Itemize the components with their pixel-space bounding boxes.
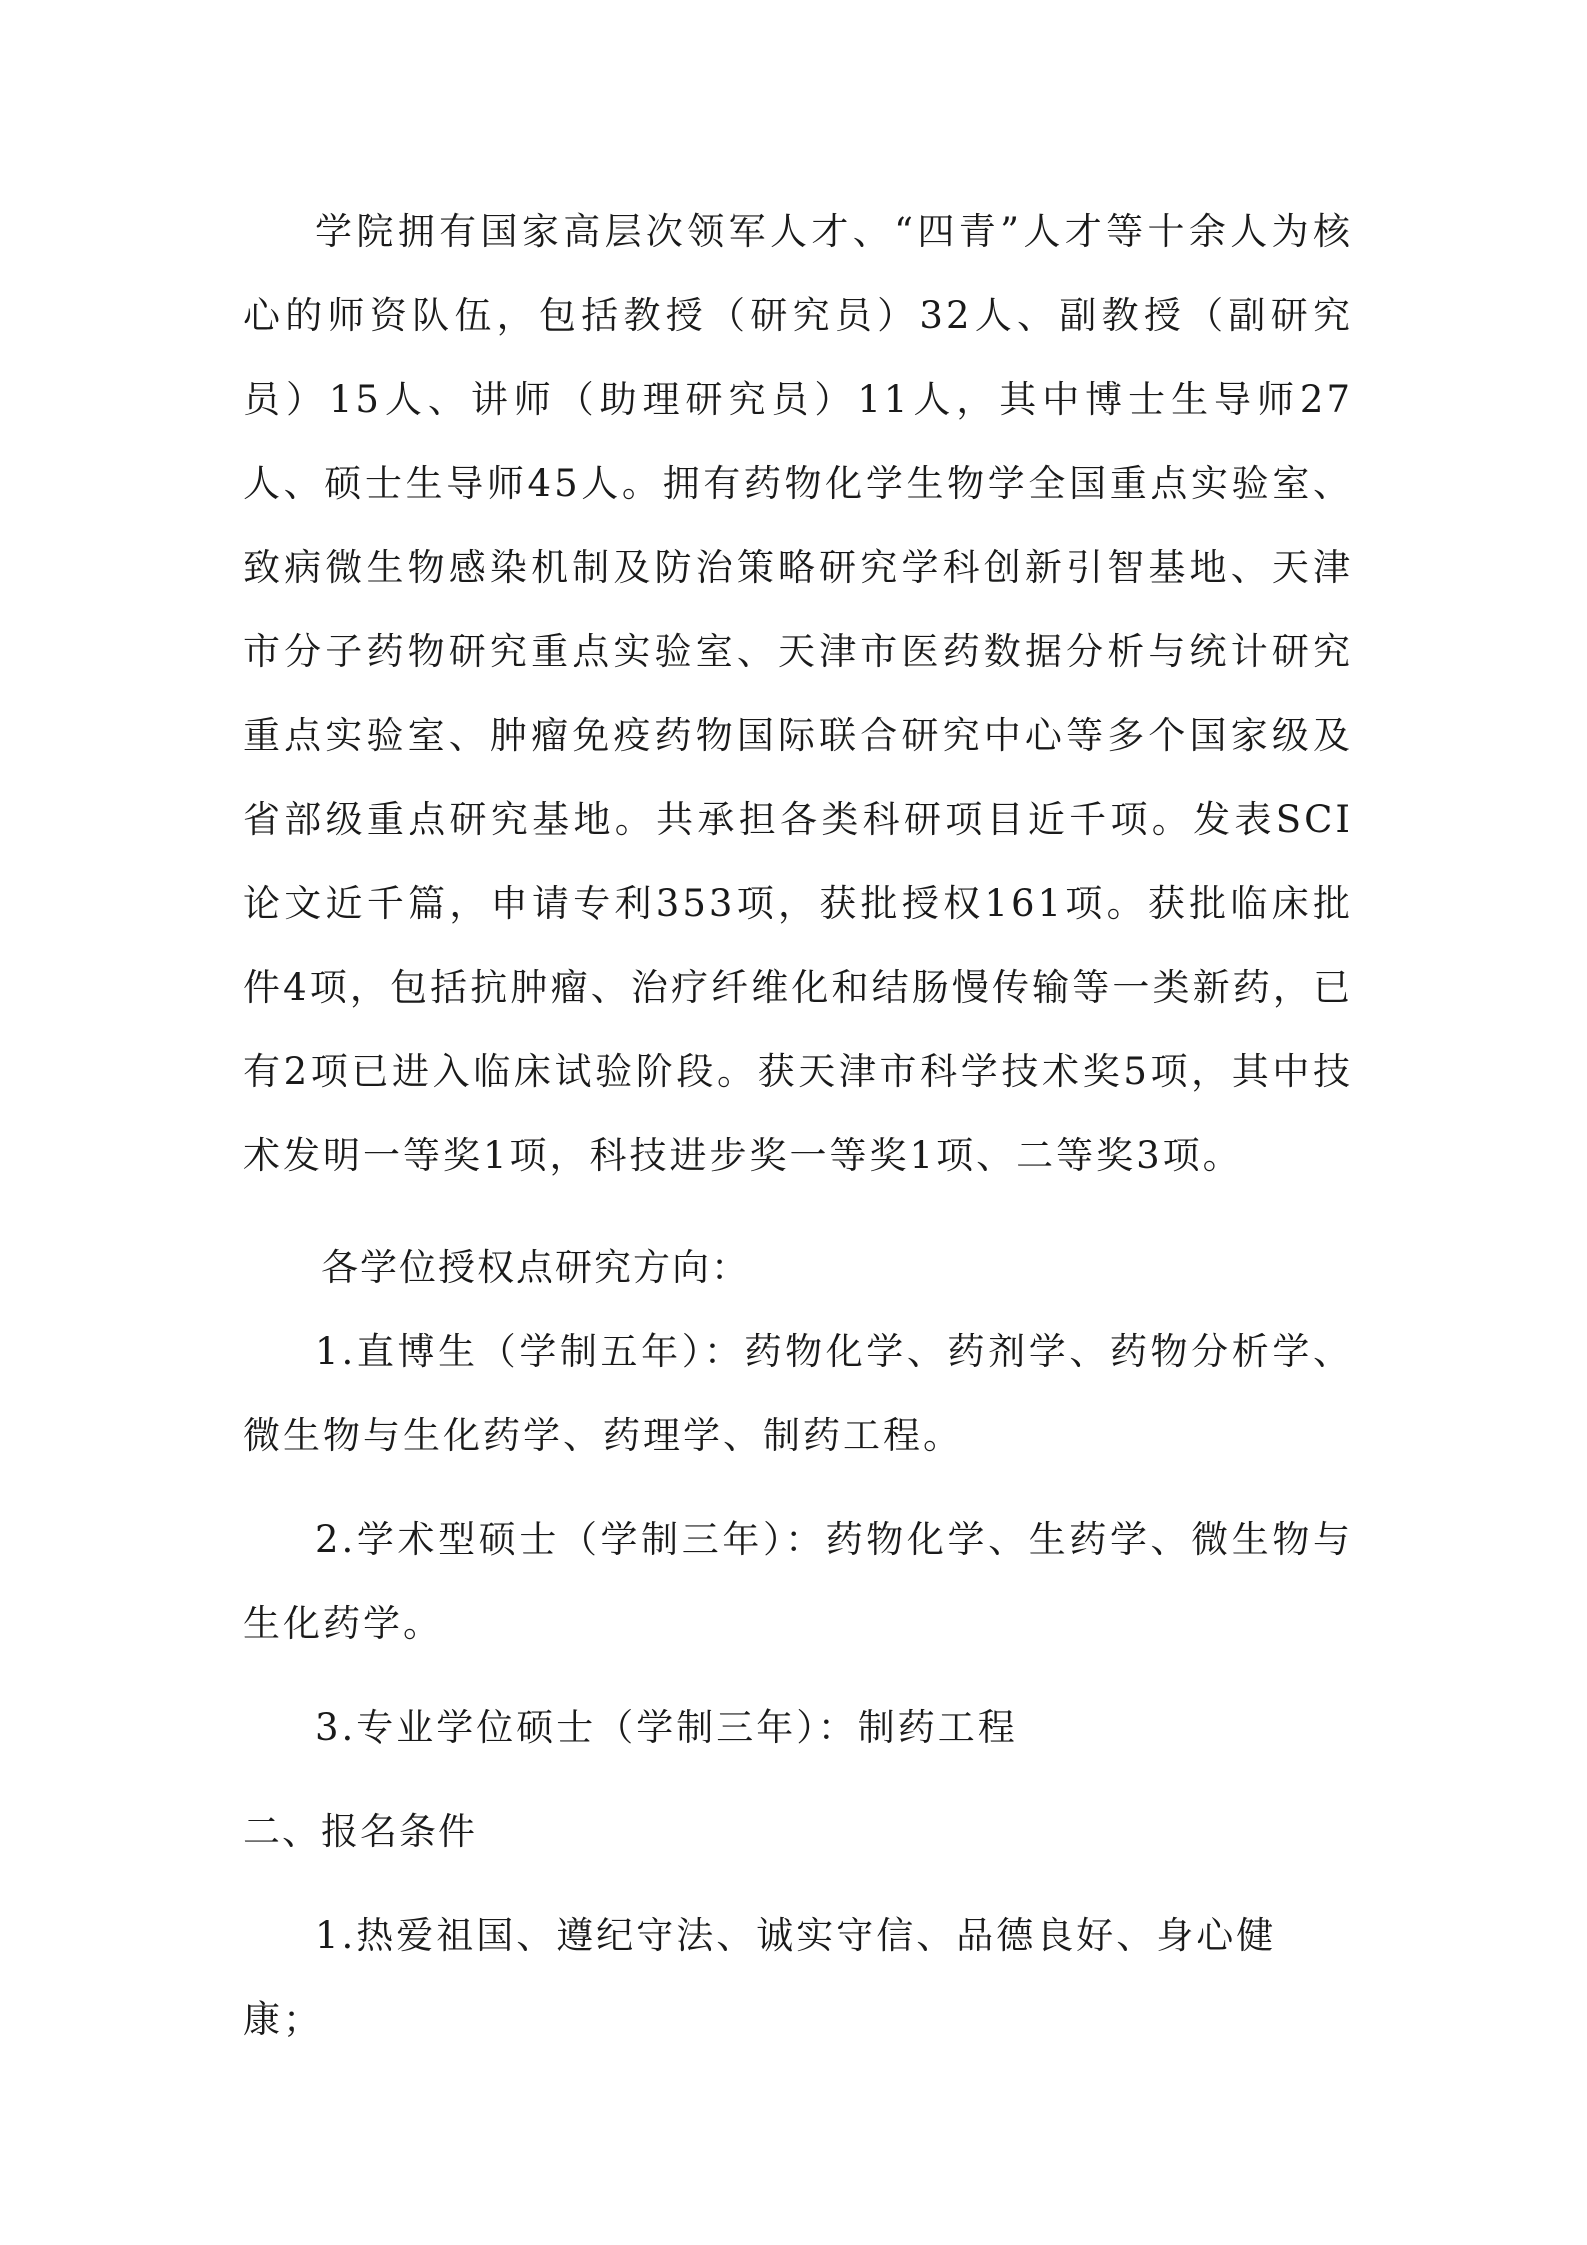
condition-item-1: 1.热爱祖国、遵纪守法、诚实守信、品德良好、身心健康； bbox=[243, 1914, 1277, 2041]
research-item-professional-master: 3.专业学位硕士（学制三年）：制药工程 bbox=[315, 1706, 1018, 1749]
research-item-phd: 1.直博生（学制五年）：药物化学、药剂学、药物分析学、微生物与生化药学、药理学、制药工程。 bbox=[243, 1330, 1353, 1457]
research-directions-heading: 各学位授权点研究方向： bbox=[321, 1246, 750, 1289]
intro-paragraph: 学院拥有国家高层次领军人才、“四青”人才等十余人为核心的师资队伍，包括教授（研究员）32人、副教授（副研究员）15人、讲师（助理研究员）11人，其中博士生导师27人、硕士生导师45人。拥有药物化学生物学全国重点实验室、致病微生物感染机制及防治策略研究学科创新引智基地、天津市分子药物研究重点实验室、天津市医药数据分析与统计研究重点实验室、肿瘤免疫药物国际联合研究中心等多个国家级及省部级重点研究基地。共承担各类科研项目近千项。发表SCI论文近千篇，申请专利353项，获批授权161项。获批临床批件4项，包括抗肿瘤、治疗纤维化和结肠慢传输等一类新药，已有2项已进入临床试验阶段。获天津市科学技术奖5项，其中技术发明一等奖1项，科技进步奖一等奖1项、二等奖3项。 bbox=[243, 210, 1353, 1177]
application-conditions-heading: 二、报名条件 bbox=[243, 1810, 477, 1853]
research-item-academic-master: 2.学术型硕士（学制三年）：药物化学、生药学、微生物与生化药学。 bbox=[243, 1518, 1353, 1645]
document-body bbox=[243, 190, 1353, 2062]
